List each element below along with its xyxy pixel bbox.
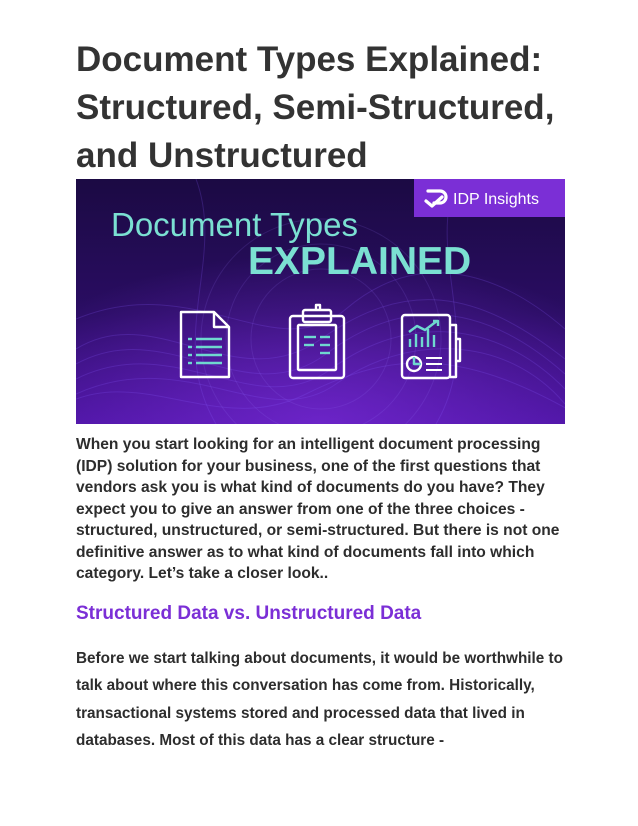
banner-headline-line2: EXPLAINED — [248, 240, 472, 283]
section-body: Before we start talking about documents, it would be worthwhile to talk about where this conversation has come from. Historically, transactional systems stored and processed data that lived in databases. Most of this data has a clear structure - — [76, 650, 563, 749]
idp-insights-badge — [414, 179, 565, 217]
hero-banner — [76, 179, 565, 424]
banner-headline-line1: Document Types — [111, 206, 359, 243]
intro-paragraph: When you start looking for an intelligent document processing (IDP) solution for your business, one of the first questions that vendors ask you is what kind of documents do you have? They expect you to give an answer from one of the three choices - structured, unstructured, or semi-structured. But there is not one definitive answer as to what kind of documents fall into which category. Let’s take a closer look.. — [76, 436, 560, 582]
badge-text: IDP Insights — [453, 191, 539, 208]
article-title: Document Types Explained: Structured, Semi-Structured, and Unstructured — [76, 40, 555, 175]
section-heading: Structured Data vs. Unstructured Data — [76, 603, 422, 624]
